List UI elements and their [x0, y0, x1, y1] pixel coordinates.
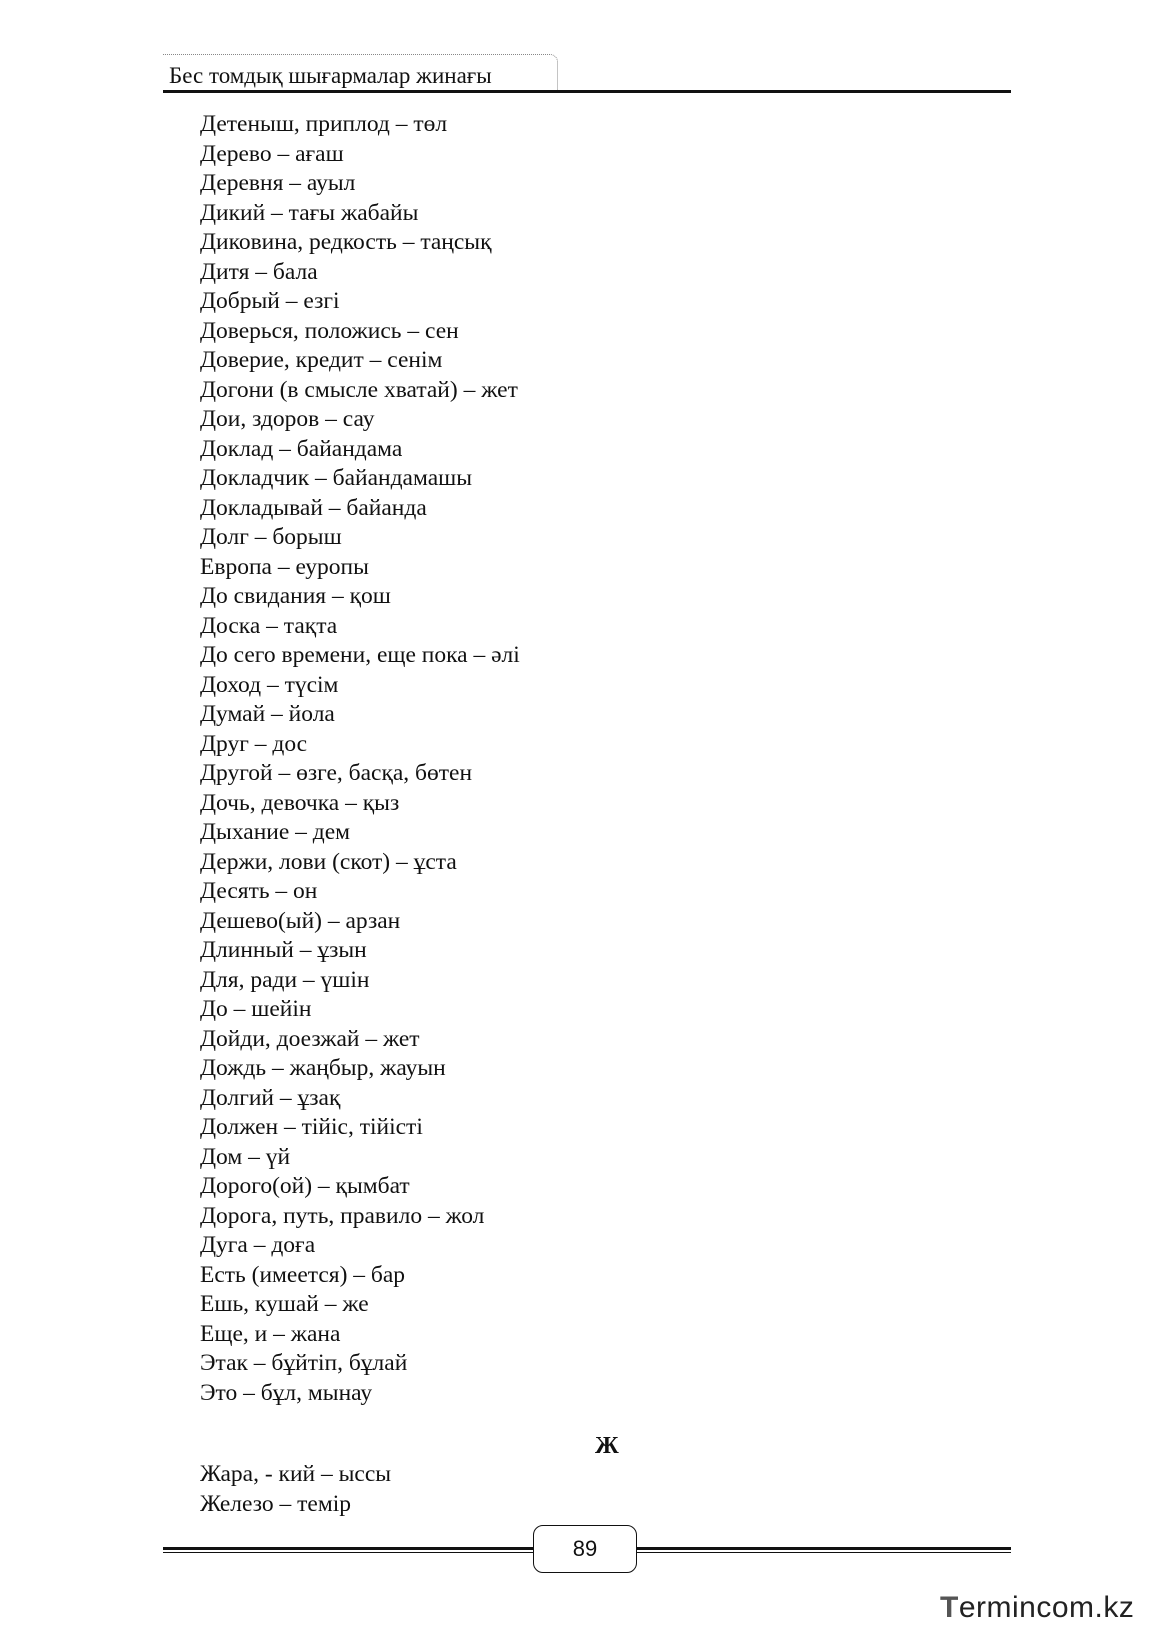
- dictionary-entry: Другой – өзге, басқа, бөтен: [200, 760, 473, 786]
- dictionary-entry: Дорого(ой) – қымбат: [200, 1173, 410, 1199]
- dictionary-entry: Дерево – ағаш: [200, 140, 344, 167]
- dictionary-entry: Доверие, кредит – сенім: [200, 347, 443, 373]
- dictionary-entry: Еще, и – жана: [200, 1320, 341, 1347]
- dictionary-entry: Дуга – доға: [200, 1232, 316, 1258]
- dictionary-entry: Дом – үй: [200, 1143, 291, 1170]
- dictionary-entry: Дыхание – дем: [200, 819, 351, 845]
- running-header: [163, 54, 1011, 94]
- dictionary-entry: Доклад – байандама: [200, 435, 403, 462]
- dictionary-entry: Детеныш, приплод – төл: [200, 111, 448, 137]
- dictionary-entry: Жара, - кий – ыссы: [200, 1461, 392, 1487]
- dictionary-entry: Должен – тійіс, тійісті: [200, 1114, 423, 1140]
- dictionary-entry: До – шейін: [200, 996, 312, 1022]
- dictionary-entries: [200, 110, 520, 1408]
- dictionary-entry: Дикий – тағы жабайы: [200, 199, 419, 226]
- dictionary-entry: Дорога, путь, правило – жол: [200, 1202, 485, 1229]
- dictionary-entry: Долг – борыш: [200, 524, 342, 550]
- dictionary-entry: Держи, лови (скот) – ұста: [200, 848, 457, 875]
- dictionary-entry: Догони (в смысле хватай) – жет: [200, 376, 518, 403]
- dictionary-entry: Этак – бұйтіп, бұлай: [200, 1350, 408, 1376]
- dictionary-entry: Добрый – езгі: [200, 288, 340, 314]
- dictionary-entry: Это – бұл, мынау: [200, 1379, 373, 1406]
- dictionary-entry: Есть (имеется) – бар: [200, 1261, 406, 1288]
- section-letter: Ж: [595, 1433, 619, 1459]
- dictionary-entry: Дойди, доезжай – жет: [200, 1025, 420, 1052]
- dictionary-entry: Доверься, положись – сен: [200, 317, 459, 344]
- footer-rule-left: [163, 1547, 533, 1553]
- section-entries: [200, 1460, 391, 1519]
- page-footer: [163, 1525, 1011, 1577]
- dictionary-entry: Европа – еуропы: [200, 553, 369, 580]
- dictionary-entry: Железо – темір: [200, 1490, 351, 1517]
- page-number: 89: [533, 1525, 637, 1573]
- dictionary-entry: Доска – тақта: [200, 612, 338, 639]
- book-title: Бес томдық шығармалар жинағы: [169, 63, 492, 88]
- dictionary-entry: Докладчик – байандамашы: [200, 465, 473, 491]
- dictionary-entry: Деревня – ауыл: [200, 170, 356, 196]
- dictionary-entry: Диковина, редкость – таңсық: [200, 229, 492, 255]
- dictionary-entry: Дои, здоров – сау: [200, 406, 375, 432]
- dictionary-entry: Для, ради – үшін: [200, 966, 370, 993]
- dictionary-entry: Дождь – жаңбыр, жауын: [200, 1055, 446, 1081]
- termincom-logo: [940, 1588, 1145, 1630]
- dictionary-entry: До сего времени, еще пока – әлі: [200, 642, 520, 668]
- logo-magnifier-icon: o: [1051, 1591, 1070, 1624]
- dictionary-entry: Дешево(ый) – арзан: [200, 907, 401, 934]
- dictionary-entry: Длинный – ұзын: [200, 937, 367, 963]
- dictionary-entry: Доход – түсім: [200, 671, 339, 698]
- footer-rule-right: [637, 1547, 1011, 1553]
- logo-text: erminc: [958, 1591, 1052, 1624]
- dictionary-entry: Ешь, кушай – же: [200, 1291, 369, 1317]
- dictionary-entry: Докладывай – байанда: [200, 494, 427, 521]
- dictionary-entry: Долгий – ұзақ: [200, 1084, 341, 1111]
- logo-letter-t: T: [940, 1591, 959, 1624]
- dictionary-entry: Дитя – бала: [200, 258, 318, 285]
- dictionary-entry: До свидания – қош: [200, 583, 391, 609]
- header-rule: [163, 90, 1011, 93]
- dictionary-entry: Друг – дос: [200, 730, 308, 757]
- dictionary-entry: Десять – он: [200, 878, 318, 904]
- dictionary-entry: Дочь, девочка – қыз: [200, 789, 400, 816]
- dictionary-entry: Думай – йола: [200, 701, 335, 727]
- logo-domain: m.kz: [1069, 1591, 1135, 1624]
